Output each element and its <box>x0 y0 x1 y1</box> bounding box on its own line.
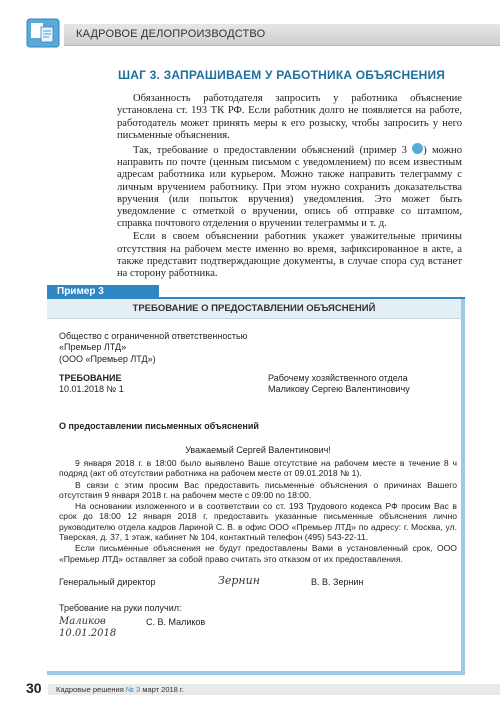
director-name: В. В. Зернин <box>311 577 364 587</box>
org-line: «Премьер ЛТД» <box>59 342 127 353</box>
org-line: Общество с ограниченной ответственностью <box>59 331 248 341</box>
example-heading: ТРЕБОВАНИЕ О ПРЕДОСТАВЛЕНИИ ОБЪЯСНЕНИЙ <box>132 303 376 314</box>
example-tab <box>47 285 159 299</box>
letter-subject: О предоставлении письменных объяснений <box>59 421 259 431</box>
addressee-line: Маликову Сергею Валентиновичу <box>268 384 410 395</box>
paragraph-text: Так, требование о предоставлении объяснений (пример 3 <box>133 144 407 156</box>
page-header <box>0 24 500 46</box>
article-body <box>117 93 462 281</box>
document-number: 10.01.2018 № 1 <box>59 384 124 395</box>
page-footer <box>0 682 500 702</box>
paragraph <box>117 143 462 231</box>
letter-paragraph: В связи с этим просим Вас предоставить письменные объяснения о причинах Вашего отсутствия 9 января 2018 г. на рабочем месте с 09:00 по 18:00. <box>59 479 457 500</box>
section-title: КАДРОВОЕ ДЕЛОПРОИЗВОДСТВО <box>76 28 266 40</box>
letter-body <box>59 458 457 565</box>
journal-name: Кадровые решения <box>56 685 124 694</box>
example-reference-icon[interactable] <box>412 143 423 154</box>
page-number: 30 <box>26 680 42 696</box>
letter-paragraph: 9 января 2018 г. в 18:00 было выявлено Ваше отсутствие на рабочем месте в течение 8 ч подряд (акт об отсутствии работника на рабочем месте от 09.01.2018 № 1). <box>59 458 457 479</box>
letter-paragraph: На основании изложенного и в соответствии со ст. 193 Трудового кодекса РФ просим Вас в срок до 18:00 12 января 2018 г. предоставить указанные письменные объяснения лично руководителю отдела кадров Лариной С. В. в офис ООО «Премьер ЛТД» по адресу: г. Москва, ул. Тверская, д. 37, 1 этаж, кабинет № 104, контактный телефон (495) 543-22-11. <box>59 501 457 543</box>
example-heading-bar <box>47 299 461 319</box>
organization-block <box>59 331 247 365</box>
paragraph: Если в своем объяснении работник укажет уважительные причины отсутствия на рабочем месте именно во время, зафиксированное в акте, а также представит подтверждающие документы, в случае спора суд встанет на сторону работника. <box>117 231 462 280</box>
document-type: ТРЕБОВАНИЕ <box>59 373 122 383</box>
received-label: Требование на руки получил: <box>59 603 182 613</box>
addressee-line: Рабочему хозяйственного отдела <box>268 373 408 383</box>
paragraph: Обязанность работодателя запросить у работника объяснение установлена ст. 193 ТК РФ. Если работник долго не появляется на работе, работодатель может принять меры к его розыску, чтобы запросить у него письменные объяснения. <box>117 93 462 141</box>
document-type-block <box>59 373 124 396</box>
example-label: Пример 3 <box>57 286 104 297</box>
footer-text <box>56 685 184 694</box>
recipient-name: С. В. Маликов <box>146 617 206 627</box>
director-title: Генеральный директор <box>59 577 156 587</box>
paragraph-text: ) можно направить по почте (ценным письмом с уведомлением) по всем известным адресам работника или курьером. Можно также направить телеграмму с личным вручением работнику. При этом нужно сохранить доказательства вручения (или попыток вручения) уведомления. Это может быть уведомление с отметкой о вручении, опись об отправке со штампом, справка почтового отделения о вручении телеграммы и т. д. <box>117 144 462 230</box>
org-line: (ООО «Премьер ЛТД») <box>59 353 156 364</box>
issue-number: № 3 <box>125 685 141 694</box>
director-signature: Зернин <box>218 574 260 587</box>
recipient-signature: Маликов <box>59 616 106 627</box>
letter-paragraph: Если письменные объяснения не будут предоставлены Вами в установленный срок, ООО «Премьер ЛТД» оставляет за собой право считать это отказом от их предоставления. <box>59 543 457 564</box>
step-heading: ШАГ 3. ЗАПРАШИВАЕМ У РАБОТНИКА ОБЪЯСНЕНИЯ <box>118 68 446 82</box>
issue-month: март 2018 г. <box>142 685 184 694</box>
received-date: 10.01.2018 <box>59 628 117 639</box>
letter-greeting: Уважаемый Сергей Валентинович! <box>185 445 331 455</box>
addressee-block <box>268 373 410 396</box>
documents-icon <box>26 18 60 48</box>
